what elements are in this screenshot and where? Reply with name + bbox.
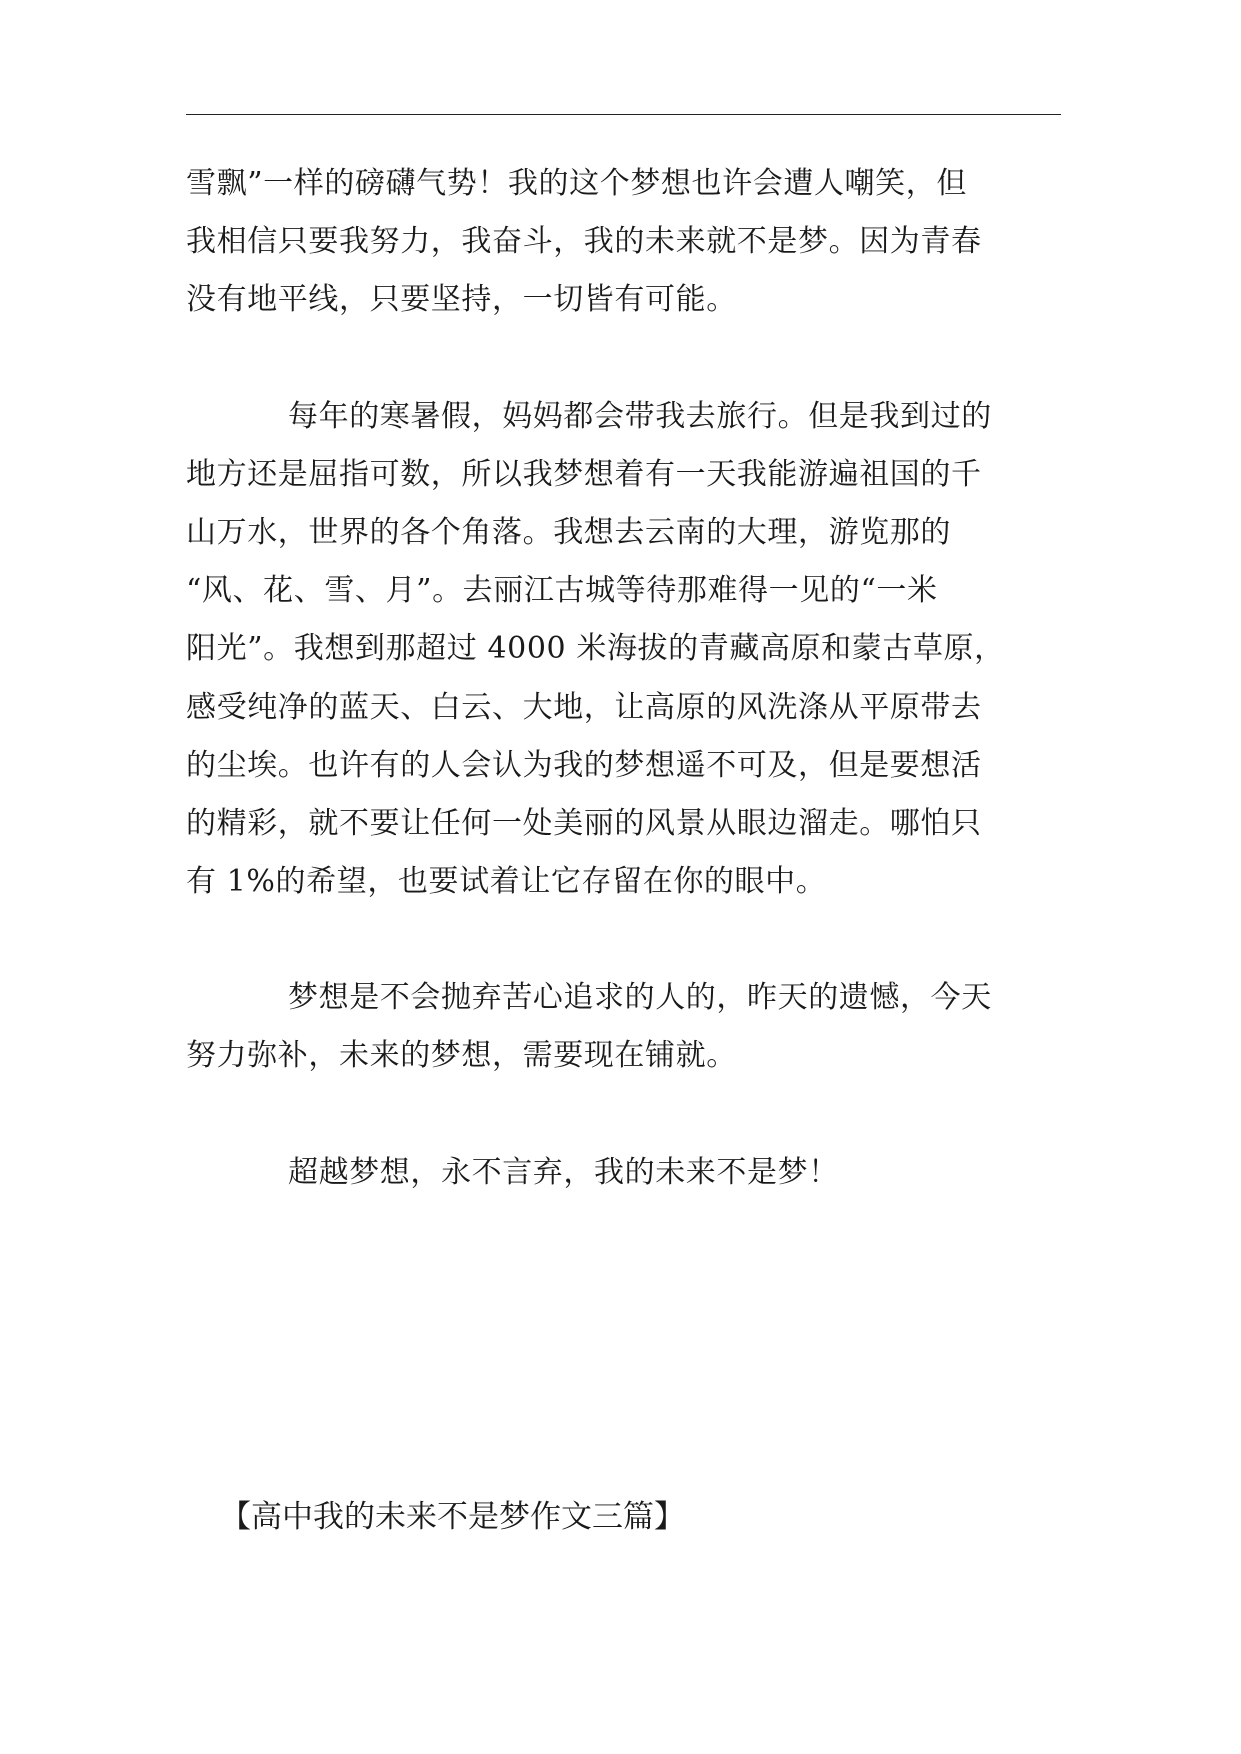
paragraph-2: [186, 388, 1066, 912]
text-line: 的尘埃。也许有的人会认为我的梦想遥不可及，但是要想活: [186, 747, 982, 783]
section-title: 【高中我的未来不是梦作文三篇】: [220, 1499, 685, 1535]
text-line: 我相信只要我努力，我奋斗，我的未来就不是梦。因为青春: [186, 224, 982, 260]
paragraph-spacer: [186, 1086, 1066, 1144]
paragraph-1: [186, 155, 1066, 330]
text-line: “风、花、雪、月”。去丽江古城等待那难得一见的“一米: [186, 573, 938, 609]
body-text: [186, 155, 1066, 1202]
paragraph-spacer: [186, 911, 1066, 969]
text-line: 雪飘”一样的磅礴气势！我的这个梦想也许会遭人嘲笑，但: [186, 166, 967, 201]
text-line: 梦想是不会抛弃苦心追求的人的，昨天的遗憾，今天: [288, 980, 992, 1016]
text-line: 山万水，世界的各个角落。我想去云南的大理，游览那的: [186, 514, 951, 550]
paragraph-spacer: [186, 330, 1066, 388]
text-line: 的精彩，就不要让任何一处美丽的风景从眼边溜走。哪怕只: [186, 805, 982, 841]
text-line: 阳光”。我想到那超过 4000 米海拔的青藏高原和蒙古草原，: [186, 631, 1005, 667]
text-line: 地方还是屈指可数，所以我梦想着有一天我能游遍祖国的千: [186, 456, 982, 492]
text-line: 努力弥补，未来的梦想，需要现在铺就。: [186, 1038, 737, 1074]
text-line: 没有地平线，只要坚持，一切皆有可能。: [186, 282, 737, 318]
paragraph-3: [186, 969, 1066, 1085]
text-line: 有 1%的希望，也要试着让它存留在你的眼中。: [186, 864, 827, 900]
header-rule: [186, 114, 1061, 115]
text-line: 感受纯净的蓝天、白云、大地，让高原的风洗涤从平原带去: [186, 689, 982, 725]
text-line: 每年的寒暑假，妈妈都会带我去旅行。但是我到过的: [288, 398, 992, 434]
text-line: 超越梦想，永不言弃，我的未来不是梦！: [288, 1154, 839, 1190]
paragraph-4: [186, 1144, 1066, 1202]
